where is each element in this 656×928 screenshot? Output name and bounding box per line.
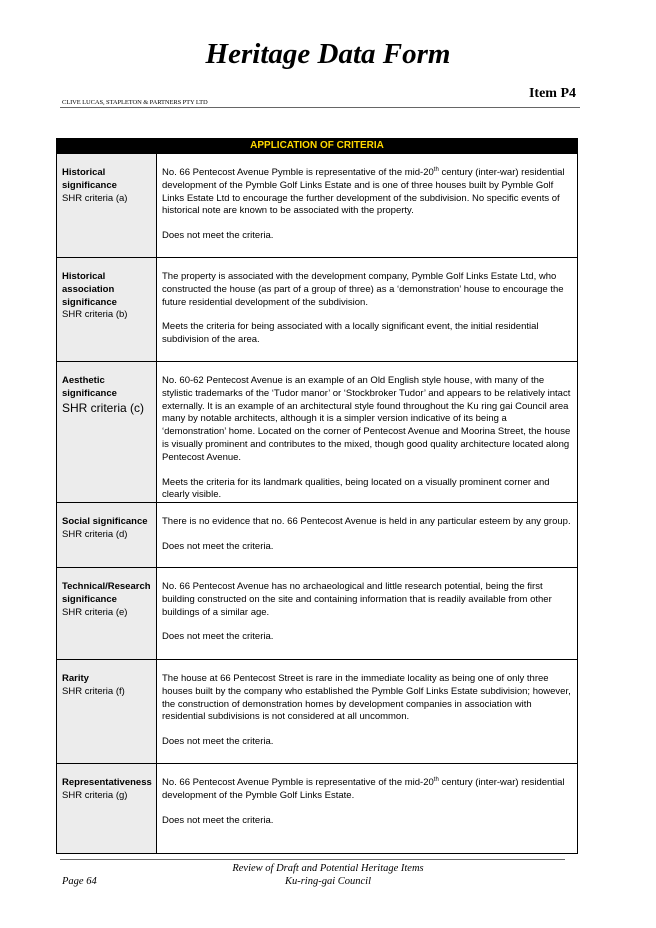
row-paragraph: There is no evidence that no. 66 Pentecost Avenue is held in any particular esteem by any group. (162, 516, 571, 527)
footer-title (0, 862, 656, 888)
row-label-cell (57, 764, 157, 853)
table-row (57, 502, 577, 567)
row-paragraph: Does not meet the criteria. (162, 631, 274, 643)
firm-name: CLIVE LUCAS, STAPLETON & PARTNERS PTY LTD (62, 99, 208, 106)
row-criteria: SHR criteria (g) (62, 789, 128, 801)
row-content (157, 660, 577, 763)
paragraph-text: century (inter-war) residential development of the Pymble Golf Links Estate and is one of three houses built by Pymble Golf Links Estate Ltd to encourage the further development of the subdivision. No specific events of historical note are known to be associated with the property. (162, 167, 565, 217)
table-row (57, 567, 577, 659)
table-row (57, 257, 577, 361)
table-row (57, 763, 577, 853)
row-content (157, 568, 577, 659)
item-number: Item P4 (528, 86, 576, 101)
superscript: th (433, 166, 439, 173)
row-content (157, 154, 577, 257)
row-criteria: SHR criteria (f) (62, 685, 125, 697)
row-paragraph: No. 60-62 Pentecost Avenue is an example of an Old English style house, with many of the stylistic trademarks of the ‘Tudor manor’ or ‘Stockbroker Tudor’ and appears to be relatively intact externally. It is an example of an architectural style found throughout the Ku ring gai Council area many by notable architects, although it is a simpler version indicative of its being a ‘demonstration’ home. Located on the corner of Pentecost Avenue and Moorina Street, the house is visually prominent and contributes to the mixed, though good quality architecture located along Pentecost Avenue. (162, 375, 571, 463)
table-row (57, 361, 577, 502)
row-paragraph: Does not meet the criteria. (162, 230, 274, 242)
row-paragraph: The house at 66 Pentecost Street is rare in the immediate locality as being one of only three houses built by the company who established the Pymble Golf Links Estate subdivision; however, the construction of demonstration homes by development companies in association with residential subdivisions is not considered at all uncommon. (162, 673, 571, 723)
row-criteria: SHR criteria (b) (62, 309, 128, 321)
row-criteria: SHR criteria (e) (62, 606, 128, 618)
row-paragraph: Does not meet the criteria. (162, 540, 274, 552)
row-criteria: SHR criteria (c) (62, 400, 145, 415)
row-paragraph: Does not meet the criteria. (162, 814, 274, 826)
superscript: th (433, 776, 439, 783)
footer-line-1: Review of Draft and Potential Heritage Items (232, 863, 424, 874)
paragraph-text: No. 66 Pentecost Avenue Pymble is representative of the mid-20 (162, 167, 434, 178)
row-content (157, 258, 577, 361)
row-content (157, 503, 577, 567)
row-criteria: SHR criteria (d) (62, 528, 128, 540)
table-row (57, 153, 577, 257)
row-label: Social significance (62, 516, 148, 527)
paragraph-text: No. 66 Pentecost Avenue Pymble is representative of the mid-20 (162, 777, 434, 788)
row-paragraph: Does not meet the criteria. (162, 736, 274, 748)
row-content (157, 764, 577, 853)
row-criteria: SHR criteria (a) (62, 192, 128, 204)
page-number: Page 64 (62, 876, 97, 887)
row-content (157, 362, 577, 502)
row-label-cell (57, 362, 157, 502)
row-label-cell (57, 154, 157, 257)
row-label: Technical/Research significance (62, 581, 151, 605)
row-label-cell (57, 568, 157, 659)
table-row (57, 659, 577, 763)
footer-divider (60, 859, 565, 860)
row-paragraph (162, 167, 571, 218)
row-label: Historical association significance (62, 271, 117, 308)
paragraph-text: century (inter-war) residential development of the Pymble Golf Links Estate. (162, 777, 565, 801)
row-label-cell (57, 503, 157, 567)
row-paragraph: The property is associated with the development company, Pymble Golf Links Estate Ltd, who constructed the house (as part of a group of three) as a ‘demonstration’ house to encourage the future residential development of the subdivision. (162, 271, 564, 308)
row-paragraph (162, 777, 571, 803)
row-label: Historical significance (62, 167, 117, 191)
criteria-table (56, 138, 578, 854)
row-paragraph: Meets the criteria for its landmark qualities, being located on a visually prominent corner and clearly visible. (162, 476, 550, 501)
page-title: Heritage Data Form (205, 38, 451, 70)
row-label: Representativeness (62, 777, 152, 788)
row-paragraph: Meets the criteria for being associated with a locally significant event, the initial residential subdivision of the area. (162, 321, 539, 346)
row-label: Rarity (62, 673, 89, 684)
header-divider (60, 107, 580, 108)
row-paragraph: No. 66 Pentecost Avenue has no archaeological and little research potential, being the first building constructed on the site and containing information that is readily available from other buildings of a similar age. (162, 581, 552, 618)
row-label-cell (57, 660, 157, 763)
footer-line-2: Ku-ring-gai Council (284, 876, 372, 887)
row-label-cell (57, 258, 157, 361)
row-label: Aesthetic significance (62, 375, 117, 399)
table-heading: APPLICATION OF CRITERIA (57, 139, 577, 153)
